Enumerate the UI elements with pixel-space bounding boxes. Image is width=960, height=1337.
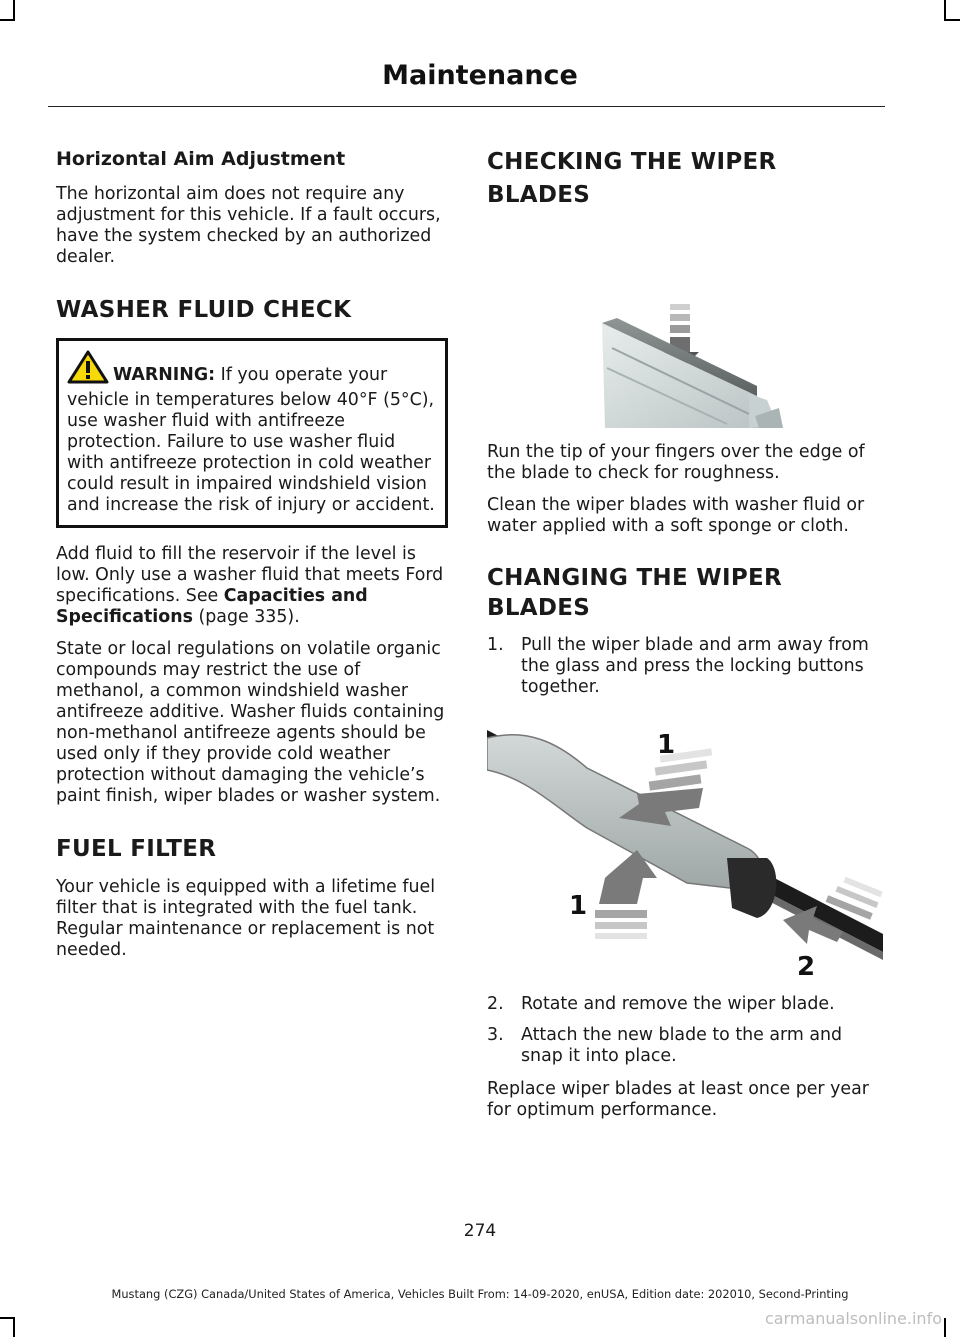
fig-label-1a: 1: [657, 730, 676, 760]
step-2-number: 2.: [487, 994, 504, 1014]
fig-label-2: 2: [797, 952, 816, 980]
fig-label-1b: 1: [569, 891, 588, 921]
step-3: [487, 1025, 883, 1067]
warning-box: [56, 338, 448, 528]
wiper-blade-edge-illustration: [487, 218, 883, 428]
heading-washer-fluid-check: WASHER FLUID CHECK: [56, 297, 352, 323]
wiper-blade-removal-illustration: [487, 708, 883, 980]
paragraph-regulations: State or local regulations on volatile organic compounds may restrict the use of methanol, a common windshield washer antifreeze additive. Washer fluids containing non-methanol antifreeze agents should be used only if they provide cold weather protection without damaging the vehicle’s paint finish, wiper blades or washer system.: [56, 639, 445, 806]
page-title: Maintenance: [382, 60, 578, 91]
step-3-text: Attach the new blade to the arm and snap it into place.: [521, 1025, 843, 1066]
step-1-number: 1.: [487, 635, 504, 655]
header-rule: [48, 106, 885, 107]
step-3-number: 3.: [487, 1025, 504, 1045]
step-2: [487, 994, 883, 1015]
watermark: carmanualsonline.info: [764, 1309, 942, 1328]
crop-mark-bl-v: [13, 1318, 15, 1337]
warning-triangle-icon: [67, 350, 109, 390]
step-1-text: Pull the wiper blade and arm away from the glass and press the locking buttons together.: [521, 635, 869, 697]
paragraph-check-roughness: Run the tip of your fingers over the edge of the blade to check for roughness.: [487, 442, 865, 483]
add-fluid-text: Add fluid to fill the reservoir if the level is low. Only use a washer fluid that meets Ford specifications. See: [56, 544, 444, 606]
steps-list: [487, 635, 883, 698]
warning-text: If you operate your vehicle in temperatures below 40°F (5°C), use washer fluid with antifreeze protection. Failure to use washer fluid with antifreeze protection in cold weather could result in impaired windshield vision and increase the risk of injury or accident.: [67, 365, 435, 515]
heading-changing-wiper-blades: CHANGING THE WIPER BLADES: [487, 565, 783, 621]
crop-mark-tr-h: [944, 19, 960, 21]
edition-line: Mustang (CZG) Canada/United States of America, Vehicles Built From: 14-09-2020, enUSA, Edition date: 202010, Second-Printing: [111, 1287, 849, 1301]
paragraph-replace-blades: Replace wiper blades at least once per year for optimum performance.: [487, 1079, 869, 1120]
paragraph-fuel-filter: Your vehicle is equipped with a lifetime fuel filter that is integrated with the fuel tank. Regular maintenance or replacement is not needed.: [56, 877, 436, 960]
page-ref-text: (page 335).: [192, 607, 300, 627]
crop-mark-tl-v: [13, 0, 15, 19]
step-1: [487, 635, 883, 698]
steps-list-cont: [487, 994, 883, 1067]
paragraph-add-fluid: [56, 544, 448, 628]
heading-fuel-filter: FUEL FILTER: [56, 836, 217, 862]
left-column: [56, 146, 448, 972]
heading-horizontal-aim: Horizontal Aim Adjustment: [56, 148, 346, 170]
heading-checking-wiper-blades: CHECKING THE WIPER BLADES: [487, 149, 777, 208]
step-2-text: Rotate and remove the wiper blade.: [521, 994, 835, 1014]
paragraph-clean-blades: Clean the wiper blades with washer fluid or water applied with a soft sponge or cloth.: [487, 495, 865, 536]
crop-mark-tr-v: [944, 0, 946, 19]
warning-label: WARNING:: [113, 365, 216, 385]
capacities-link[interactable]: Capacities and Specifications: [56, 586, 368, 627]
crop-mark-br-v: [944, 1318, 946, 1337]
page-number: 274: [463, 1221, 497, 1241]
crop-mark-tl-h: [0, 19, 15, 21]
crop-mark-bl-h: [0, 1317, 15, 1319]
paragraph-horizontal-aim: The horizontal aim does not require any adjustment for this vehicle. If a fault occurs, have the system checked by an authorized dealer.: [56, 184, 441, 267]
right-column: [487, 146, 883, 1132]
